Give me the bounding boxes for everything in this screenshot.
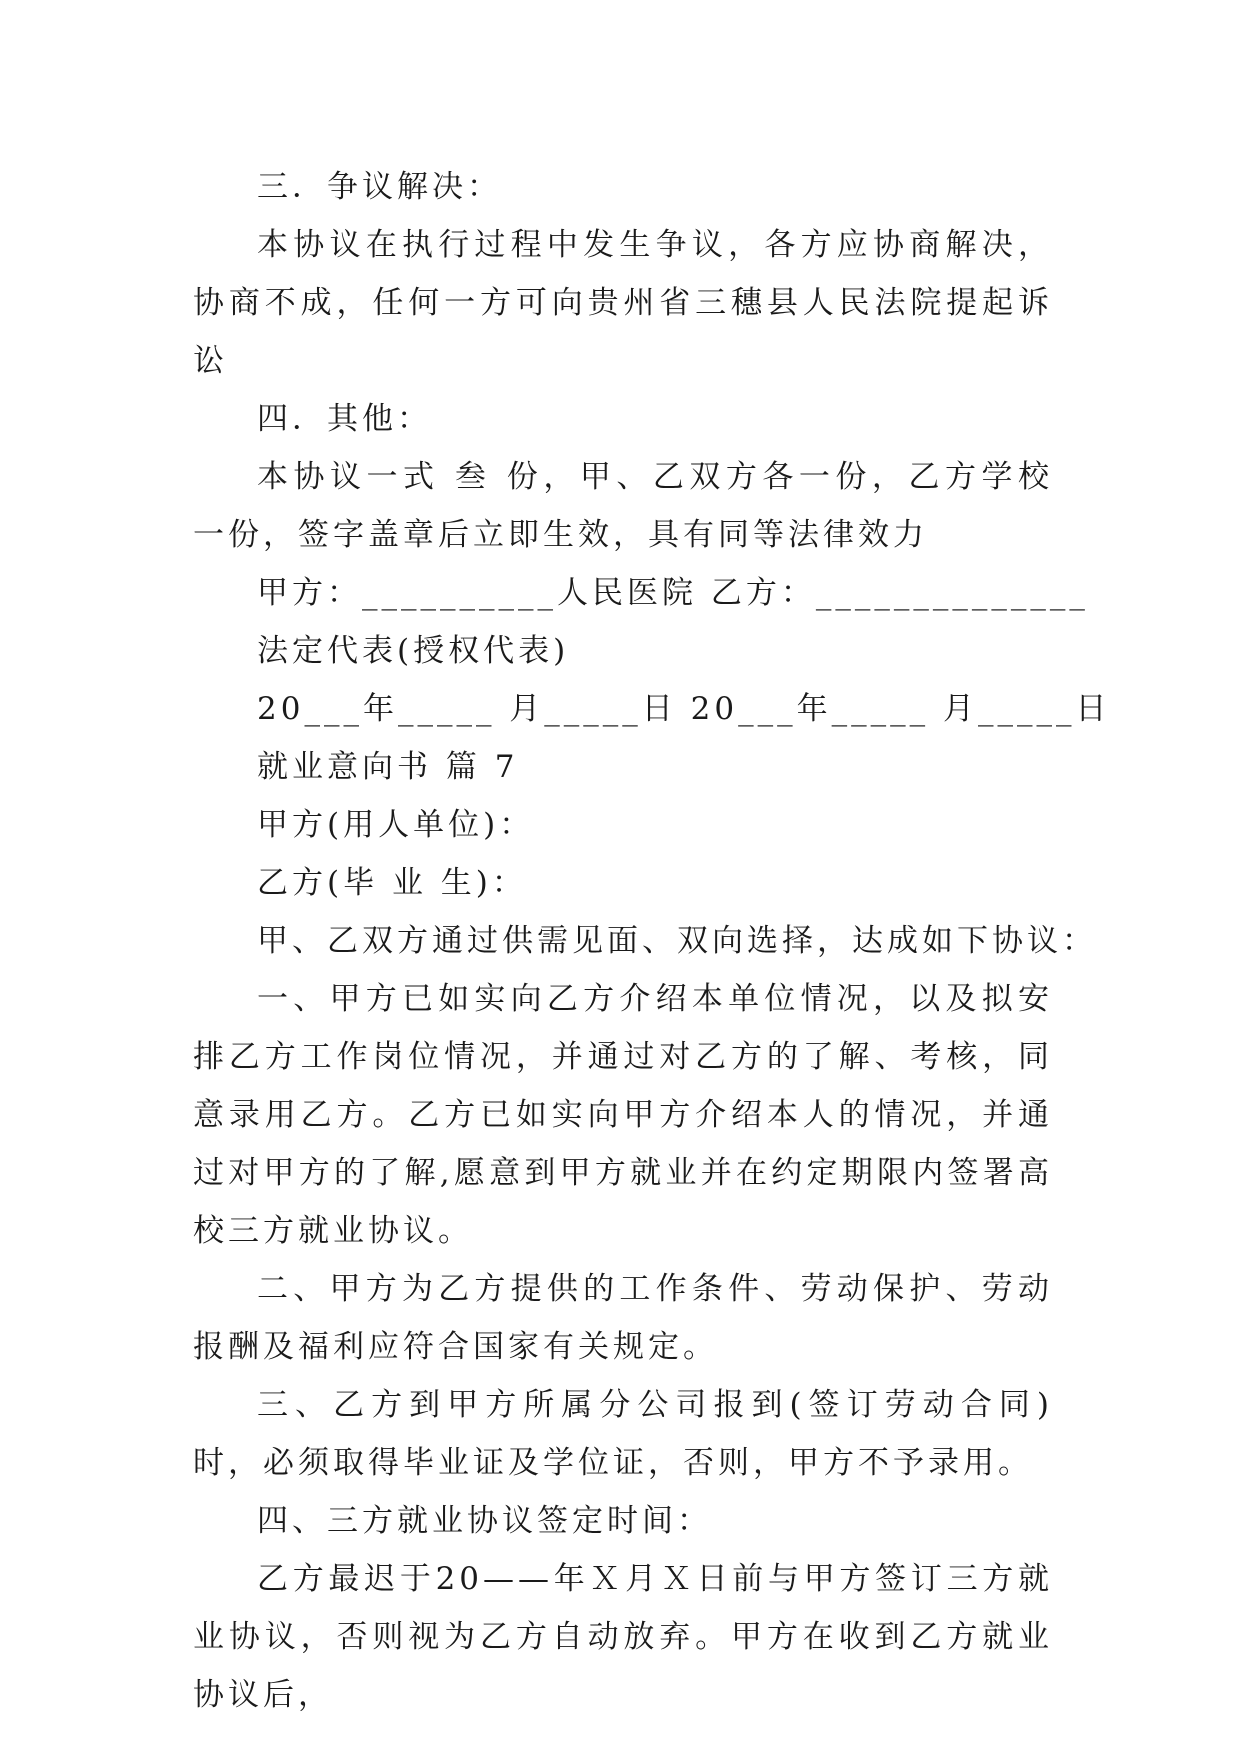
clause-2: 二、甲方为乙方提供的工作条件、劳动保护、劳动报酬及福利应符合国家有关规定。 [193,1271,1053,1365]
document-body [193,158,1111,1724]
clause-3: 三、乙方到甲方所属分公司报到(签订劳动合同)时，必须取得毕业证及学位证，否则，甲方不予录用。 [193,1387,1053,1481]
party-a-line: 甲方(用人单位)： [257,807,535,843]
agreement-intro: 甲、乙双方通过供需见面、双向选择，达成如下协议： [257,923,1097,959]
party-signature-line: 甲方：__________人民医院 乙方：______________ [257,575,1089,611]
date-line: 20___年_____ 月_____日 20___年_____ 月_____日 [257,691,1111,727]
clause-4-text: 乙方最迟于20——年Ｘ月Ｘ日前与甲方签订三方就业协议，否则视为乙方自动放弃。甲方在收到乙方就业协议后， [193,1561,1053,1713]
clause-4-heading: 四、三方就业协议签定时间： [257,1503,712,1539]
paragraph-dispute: 本协议在执行过程中发生争议，各方应协商解决，协商不成，任何一方可向贵州省三穗县人民法院提起诉讼 [193,227,1053,379]
section-title: 就业意向书 篇 7 [257,749,519,785]
paragraph-other: 本协议一式 叁 份，甲、乙双方各一份，乙方学校一份，签字盖章后立即生效，具有同等法律效力 [193,459,1053,553]
heading-other: 四．其他： [257,401,432,437]
party-b-line: 乙方(毕 业 生)： [257,865,527,901]
heading-dispute: 三．争议解决： [257,169,502,205]
legal-representative-line: 法定代表(授权代表) [257,633,570,669]
clause-1: 一、甲方已如实向乙方介绍本单位情况，以及拟安排乙方工作岗位情况，并通过对乙方的了解、考核，同意录用乙方。乙方已如实向甲方介绍本人的情况，并通过对甲方的了解,愿意到甲方就业并在约定期限内签署高校三方就业协议。 [193,981,1053,1249]
